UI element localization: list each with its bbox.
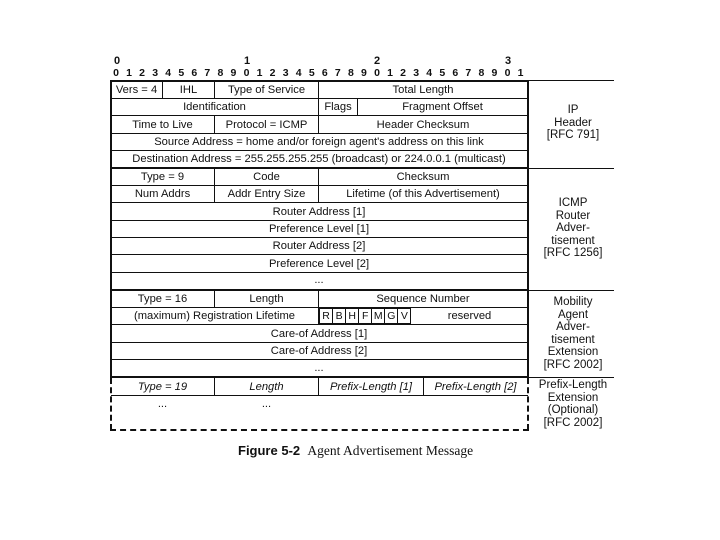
field-mobility-length: Length xyxy=(249,293,284,305)
bit-digit: 1 xyxy=(126,67,132,79)
flag-bit-f: F xyxy=(358,308,372,324)
bit-digit: 3 xyxy=(413,67,420,79)
bit-digit: 6 xyxy=(191,67,198,79)
bit-digit: 4 xyxy=(295,67,302,79)
frame-top-extension xyxy=(529,80,614,81)
prefix-ellipsis-1: ... xyxy=(157,398,168,410)
field-type-of-service: Type of Service xyxy=(227,83,306,96)
prefix-dashed-bottom xyxy=(110,429,529,431)
label-mobility-extension: Mobility Agent Adver- tisement Extension [RFC 2002] xyxy=(543,296,603,371)
flag-bit-r: R xyxy=(319,308,333,324)
bit-digit: 9 xyxy=(361,67,367,79)
bit-digit: 5 xyxy=(308,67,315,79)
bit-digit: 1 xyxy=(387,67,393,79)
field-destination-address: Destination Address = 255.255.255.255 (broadcast) or 224.0.0.1 (multicast) xyxy=(132,153,506,165)
field-mobility-ellipsis: ... xyxy=(314,362,324,374)
decimal-digit-2: 2 xyxy=(373,55,381,67)
prefix-dashed-left xyxy=(110,378,112,430)
bit-digit: 9 xyxy=(230,67,237,79)
field-ihl: IHL xyxy=(179,83,198,96)
field-addr-entry-size: Addr Entry Size xyxy=(227,188,306,200)
field-router-address-2: Router Address [2] xyxy=(272,240,366,252)
field-prefix-length: Length xyxy=(249,380,284,393)
figure-caption xyxy=(238,443,473,459)
bit-digit: 0 xyxy=(243,67,250,79)
bit-digit: 0 xyxy=(504,67,511,79)
bit-digit: 7 xyxy=(465,67,472,79)
field-preference-level-1: Preference Level [1] xyxy=(268,223,370,235)
icmp-mobility-separator-ext xyxy=(529,290,614,291)
field-icmp-code: Code xyxy=(253,171,280,183)
field-icmp-type: Type = 9 xyxy=(140,171,185,183)
bit-digit: 4 xyxy=(165,67,172,79)
bit-digit: 7 xyxy=(334,67,341,79)
ip-icmp-separator-ext xyxy=(529,168,614,169)
label-prefix-length-extension: Prefix-Length Extension (Optional) [RFC 2002] xyxy=(538,379,608,429)
flag-bit-b: B xyxy=(332,308,346,324)
flag-bit-h: H xyxy=(345,308,359,324)
bit-digit: 3 xyxy=(282,67,289,79)
field-router-address-1: Router Address [1] xyxy=(272,205,366,218)
field-care-of-address-2: Care-of Address [2] xyxy=(270,345,368,357)
mobility-prefix-separator-ext xyxy=(529,377,614,378)
bit-digit: 2 xyxy=(400,67,407,79)
field-identification: Identification xyxy=(183,101,246,113)
bit-digit: 8 xyxy=(217,67,224,79)
flag-bit-v: V xyxy=(397,308,411,324)
prefix-ellipsis-2: ... xyxy=(261,398,272,410)
bit-digit: 2 xyxy=(139,67,146,79)
figure-number: Figure 5-2 xyxy=(238,443,301,458)
field-sequence-number: Sequence Number xyxy=(376,293,470,305)
field-preference-level-2: Preference Level [2] xyxy=(268,257,370,270)
field-advert-lifetime: Lifetime (of this Advertisement) xyxy=(346,188,500,200)
bit-digit: 3 xyxy=(152,67,159,79)
bit-digit: 6 xyxy=(452,67,459,79)
bit-digit: 1 xyxy=(517,67,524,79)
field-time-to-live: Time to Live xyxy=(132,118,193,131)
bit-digit: 4 xyxy=(426,67,433,79)
field-icmp-checksum: Checksum xyxy=(396,171,450,183)
field-prefix-type: Type = 19 xyxy=(137,380,188,393)
field-care-of-address-1: Care-of Address [1] xyxy=(270,327,368,340)
field-reserved: reserved xyxy=(447,310,492,322)
field-flags: Flags xyxy=(324,101,352,113)
field-protocol: Protocol = ICMP xyxy=(225,118,308,131)
field-num-addrs: Num Addrs xyxy=(134,188,191,200)
bit-digit: 9 xyxy=(491,67,498,79)
flag-bit-g: G xyxy=(384,308,398,324)
field-total-length: Total Length xyxy=(392,83,454,96)
bit-digit: 6 xyxy=(321,67,328,79)
decimal-digit-0: 0 xyxy=(113,55,121,67)
decimal-digit-1: 1 xyxy=(243,55,251,67)
field-header-checksum: Header Checksum xyxy=(376,118,470,131)
bit-digit: 5 xyxy=(439,67,446,79)
field-mobility-type: Type = 16 xyxy=(137,293,188,305)
flag-bit-m: M xyxy=(371,308,385,324)
bit-digit: 0 xyxy=(113,67,119,79)
field-source-address: Source Address = home and/or foreign agent's address on this link xyxy=(154,136,484,148)
field-prefix-length-1: Prefix-Length [1] xyxy=(329,380,413,393)
field-version: Vers = 4 xyxy=(115,83,158,96)
field-registration-lifetime: (maximum) Registration Lifetime xyxy=(133,310,296,322)
field-fragment-offset: Fragment Offset xyxy=(402,101,483,113)
label-ip-header: IP Header [RFC 791] xyxy=(546,104,600,141)
field-prefix-length-2: Prefix-Length [2] xyxy=(434,380,517,393)
bit-digit: 0 xyxy=(374,67,380,79)
label-icmp-router-advertisement: ICMP Router Adver- tisement [RFC 1256] xyxy=(543,197,603,259)
figure-title: Agent Advertisement Message xyxy=(307,443,474,458)
bit-digit: 8 xyxy=(478,67,485,79)
bit-digit: 7 xyxy=(204,67,211,79)
bit-digit: 2 xyxy=(269,67,276,79)
decimal-digit-3: 3 xyxy=(504,55,512,67)
bit-digit: 5 xyxy=(178,67,185,79)
bit-digit: 1 xyxy=(256,67,263,79)
field-icmp-ellipsis: ... xyxy=(314,274,324,286)
bit-digit: 8 xyxy=(347,67,354,79)
